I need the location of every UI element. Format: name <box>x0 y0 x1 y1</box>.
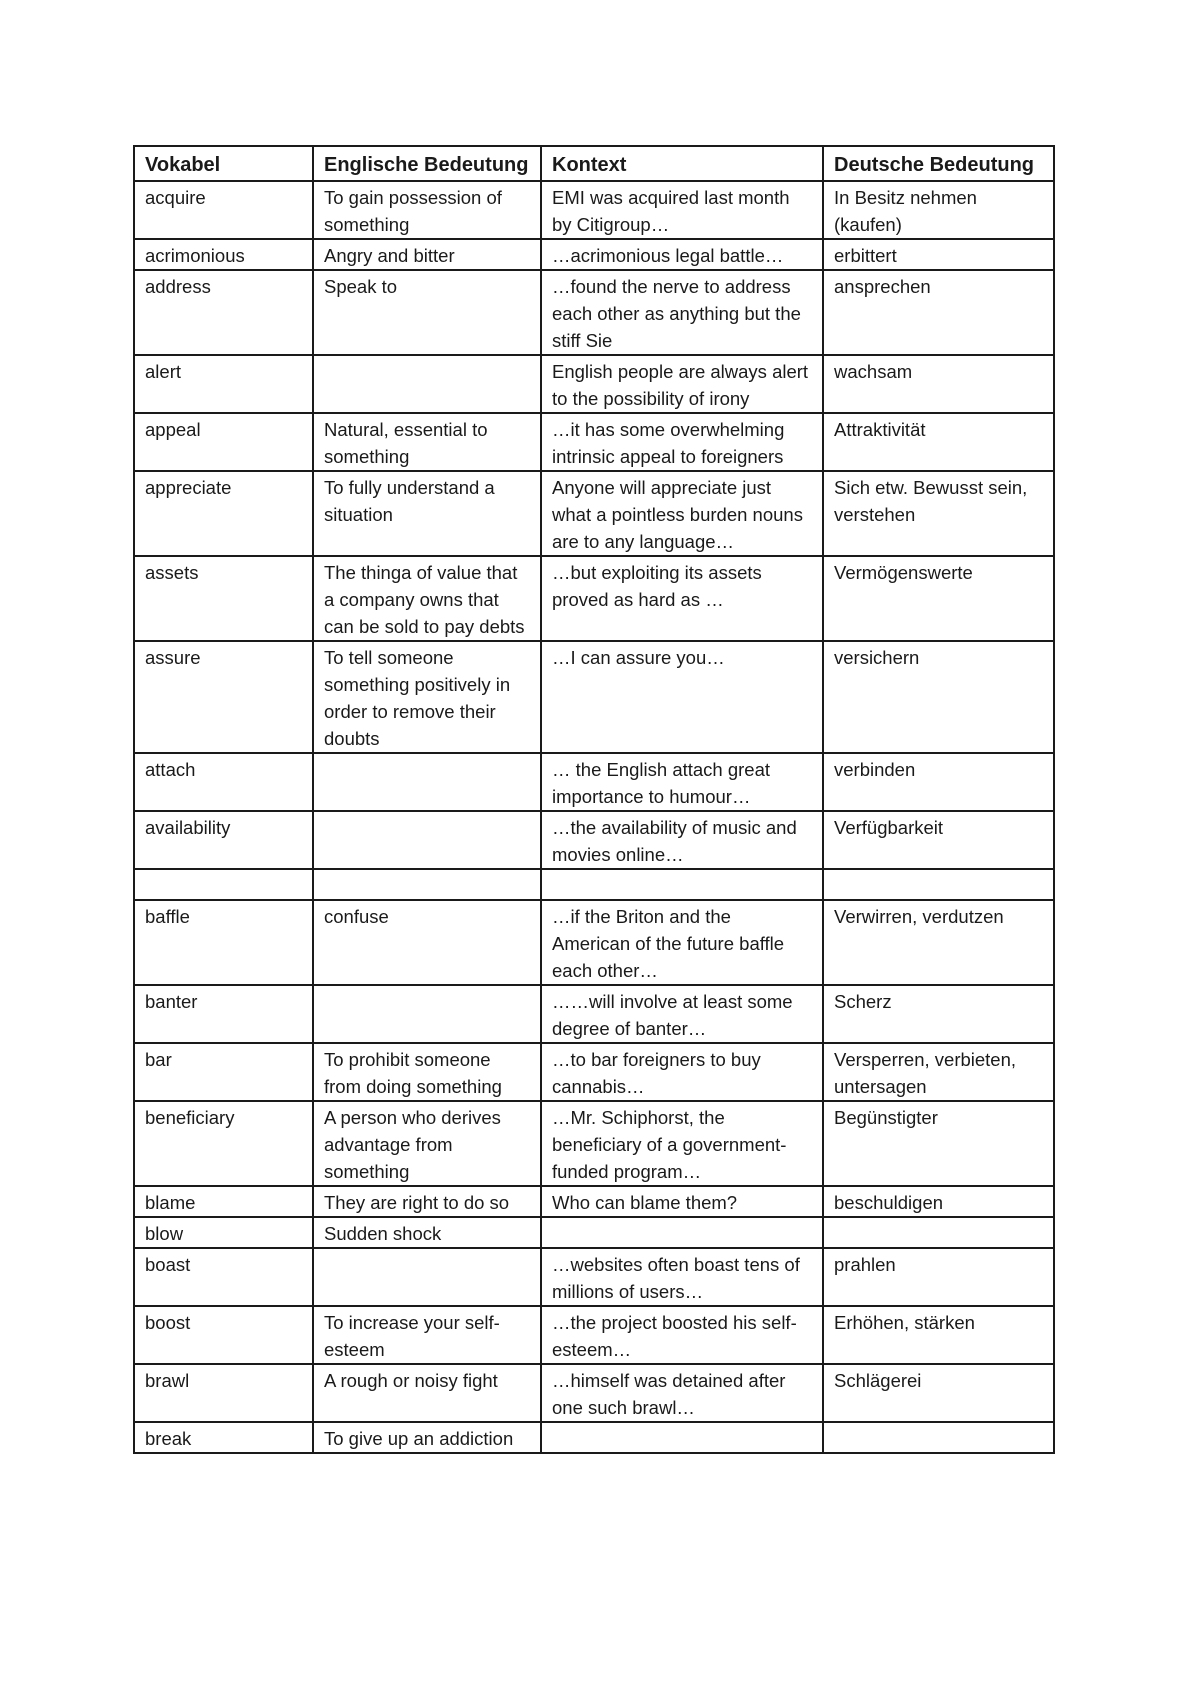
kontext-cell: English people are always alert to the possibility of irony <box>541 355 823 413</box>
englische-bedeutung-cell <box>313 753 541 811</box>
kontext-cell: …it has some overwhelming intrinsic appeal to foreigners <box>541 413 823 471</box>
vokabel-cell: boost <box>134 1306 313 1364</box>
englische-bedeutung-cell <box>313 1248 541 1306</box>
englische-bedeutung-cell: Angry and bitter <box>313 239 541 270</box>
vokabel-cell: alert <box>134 355 313 413</box>
vokabel-cell: address <box>134 270 313 355</box>
deutsche-bedeutung-cell: prahlen <box>823 1248 1054 1306</box>
englische-bedeutung-cell: confuse <box>313 900 541 985</box>
englische-bedeutung-cell: A person who derives advantage from something <box>313 1101 541 1186</box>
table-row <box>134 181 1054 239</box>
table-row <box>134 355 1054 413</box>
deutsche-bedeutung-cell: Versperren, verbieten, untersagen <box>823 1043 1054 1101</box>
kontext-cell: Anyone will appreciate just what a pointless burden nouns are to any language… <box>541 471 823 556</box>
kontext-cell: …if the Briton and the American of the future baffle each other… <box>541 900 823 985</box>
kontext-cell: …to bar foreigners to buy cannabis… <box>541 1043 823 1101</box>
vokabel-cell: acquire <box>134 181 313 239</box>
vokabel-cell: break <box>134 1422 313 1453</box>
kontext-cell: …himself was detained after one such brawl… <box>541 1364 823 1422</box>
header-kontext: Kontext <box>541 146 823 181</box>
table-row <box>134 641 1054 753</box>
kontext-cell: Who can blame them? <box>541 1186 823 1217</box>
kontext-cell: …the project boosted his self-esteem… <box>541 1306 823 1364</box>
table-row <box>134 270 1054 355</box>
vokabel-cell: baffle <box>134 900 313 985</box>
englische-bedeutung-cell: Speak to <box>313 270 541 355</box>
kontext-cell <box>541 1422 823 1453</box>
vocabulary-table <box>133 145 1055 1454</box>
deutsche-bedeutung-cell <box>823 869 1054 900</box>
table-row <box>134 1248 1054 1306</box>
englische-bedeutung-cell: To give up an addiction <box>313 1422 541 1453</box>
deutsche-bedeutung-cell: verbinden <box>823 753 1054 811</box>
kontext-cell: …but exploiting its assets proved as hard as … <box>541 556 823 641</box>
deutsche-bedeutung-cell <box>823 1422 1054 1453</box>
englische-bedeutung-cell: Natural, essential to something <box>313 413 541 471</box>
englische-bedeutung-cell: To prohibit someone from doing something <box>313 1043 541 1101</box>
englische-bedeutung-cell: A rough or noisy fight <box>313 1364 541 1422</box>
vokabel-cell: banter <box>134 985 313 1043</box>
table-row <box>134 1186 1054 1217</box>
table-header-row <box>134 146 1054 181</box>
table-row <box>134 985 1054 1043</box>
table-row <box>134 900 1054 985</box>
table-row <box>134 753 1054 811</box>
deutsche-bedeutung-cell: Sich etw. Bewusst sein, verstehen <box>823 471 1054 556</box>
table-row <box>134 1101 1054 1186</box>
vokabel-cell: availability <box>134 811 313 869</box>
deutsche-bedeutung-cell: Verfügbarkeit <box>823 811 1054 869</box>
deutsche-bedeutung-cell <box>823 1217 1054 1248</box>
englische-bedeutung-cell: To increase your self-esteem <box>313 1306 541 1364</box>
header-deutsche-bedeutung: Deutsche Bedeutung <box>823 146 1054 181</box>
englische-bedeutung-cell <box>313 355 541 413</box>
table-row <box>134 1043 1054 1101</box>
englische-bedeutung-cell: To tell someone something positively in order to remove their doubts <box>313 641 541 753</box>
table-row <box>134 1364 1054 1422</box>
kontext-cell <box>541 1217 823 1248</box>
deutsche-bedeutung-cell: versichern <box>823 641 1054 753</box>
header-vokabel: Vokabel <box>134 146 313 181</box>
kontext-cell: …websites often boast tens of millions of users… <box>541 1248 823 1306</box>
deutsche-bedeutung-cell: Schlägerei <box>823 1364 1054 1422</box>
deutsche-bedeutung-cell: Attraktivität <box>823 413 1054 471</box>
table-row <box>134 556 1054 641</box>
englische-bedeutung-cell: Sudden shock <box>313 1217 541 1248</box>
kontext-cell: …acrimonious legal battle… <box>541 239 823 270</box>
table-row <box>134 1422 1054 1453</box>
vokabel-cell: acrimonious <box>134 239 313 270</box>
deutsche-bedeutung-cell: Begünstigter <box>823 1101 1054 1186</box>
vokabel-cell: appreciate <box>134 471 313 556</box>
vokabel-cell: beneficiary <box>134 1101 313 1186</box>
vokabel-cell: bar <box>134 1043 313 1101</box>
vokabel-cell: blame <box>134 1186 313 1217</box>
table-row <box>134 413 1054 471</box>
deutsche-bedeutung-cell: beschuldigen <box>823 1186 1054 1217</box>
vokabel-cell <box>134 869 313 900</box>
deutsche-bedeutung-cell: Scherz <box>823 985 1054 1043</box>
deutsche-bedeutung-cell: wachsam <box>823 355 1054 413</box>
kontext-cell: …I can assure you… <box>541 641 823 753</box>
englische-bedeutung-cell <box>313 811 541 869</box>
header-englische-bedeutung: Englische Bedeutung <box>313 146 541 181</box>
table-row <box>134 471 1054 556</box>
englische-bedeutung-cell: They are right to do so <box>313 1186 541 1217</box>
deutsche-bedeutung-cell: Verwirren, verdutzen <box>823 900 1054 985</box>
kontext-cell: ……will involve at least some degree of banter… <box>541 985 823 1043</box>
vokabel-cell: assets <box>134 556 313 641</box>
table-row <box>134 811 1054 869</box>
kontext-cell: EMI was acquired last month by Citigroup… <box>541 181 823 239</box>
deutsche-bedeutung-cell: erbittert <box>823 239 1054 270</box>
table-row <box>134 239 1054 270</box>
englische-bedeutung-cell <box>313 985 541 1043</box>
deutsche-bedeutung-cell: Erhöhen, stärken <box>823 1306 1054 1364</box>
englische-bedeutung-cell: To gain possession of something <box>313 181 541 239</box>
kontext-cell <box>541 869 823 900</box>
kontext-cell: …Mr. Schiphorst, the beneficiary of a government-funded program… <box>541 1101 823 1186</box>
vokabel-cell: boast <box>134 1248 313 1306</box>
vokabel-cell: assure <box>134 641 313 753</box>
deutsche-bedeutung-cell: Vermögenswerte <box>823 556 1054 641</box>
table-row <box>134 1217 1054 1248</box>
englische-bedeutung-cell: The thinga of value that a company owns that can be sold to pay debts <box>313 556 541 641</box>
table-row <box>134 869 1054 900</box>
kontext-cell: …the availability of music and movies online… <box>541 811 823 869</box>
vokabel-cell: brawl <box>134 1364 313 1422</box>
vokabel-cell: blow <box>134 1217 313 1248</box>
kontext-cell: …found the nerve to address each other as anything but the stiff Sie <box>541 270 823 355</box>
deutsche-bedeutung-cell: In Besitz nehmen (kaufen) <box>823 181 1054 239</box>
table-row <box>134 1306 1054 1364</box>
englische-bedeutung-cell <box>313 869 541 900</box>
table-body <box>134 181 1054 1453</box>
vokabel-cell: attach <box>134 753 313 811</box>
englische-bedeutung-cell: To fully understand a situation <box>313 471 541 556</box>
vokabel-cell: appeal <box>134 413 313 471</box>
kontext-cell: … the English attach great importance to humour… <box>541 753 823 811</box>
deutsche-bedeutung-cell: ansprechen <box>823 270 1054 355</box>
